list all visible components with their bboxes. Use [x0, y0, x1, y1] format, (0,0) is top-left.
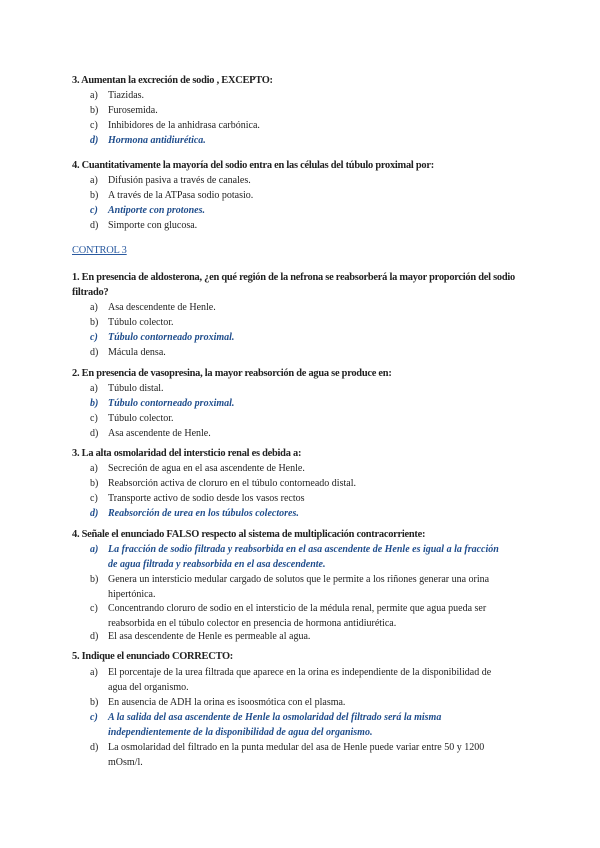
option-text: A través de la ATPasa sodio potasio.: [108, 190, 254, 201]
option-text: Túbulo contorneado proximal.: [108, 398, 235, 409]
option-text: Tiazidas.: [108, 90, 145, 101]
answer-option: [90, 461, 305, 476]
option-text: Inhibidores de la anhidrasa carbónica.: [108, 120, 260, 131]
option-letter: d): [90, 428, 99, 439]
option-text: Asa ascendente de Henle.: [108, 428, 211, 439]
option-text: Túbulo colector.: [108, 413, 174, 424]
option-letter: b): [90, 478, 99, 489]
option-text: La osmolaridad del filtrado en la punta medular del asa de Henle puede variar entre 50 y 1200 mOsm/l.: [108, 742, 485, 768]
answer-option: [90, 601, 510, 631]
option-letter: a): [90, 302, 98, 313]
option-text: Secreción de agua en el asa ascendente de Henle.: [108, 463, 305, 474]
correct-answer-option: [90, 710, 510, 740]
answer-option: [90, 188, 253, 203]
answer-option: [90, 491, 305, 506]
option-letter: d): [90, 347, 99, 358]
option-text: Concentrando cloruro de sodio en el intersticio de la médula renal, permite que agua pueda ser reabsorbida en el túbulo colector en presencia de hormona antidiurética.: [108, 603, 487, 629]
option-text: Asa descendente de Henle.: [108, 302, 216, 313]
option-letter: c): [90, 332, 98, 343]
question-title: 3. Aumentan la excreción de sodio , EXCEPTO:: [72, 75, 273, 86]
answer-option: [90, 695, 345, 710]
correct-answer-option: [90, 506, 299, 521]
answer-option: [90, 665, 510, 695]
option-text: El asa descendente de Henle es permeable al agua.: [108, 631, 311, 642]
answer-option: [90, 218, 197, 233]
question-title: 3. La alta osmolaridad del intersticio renal es debida a:: [72, 448, 302, 459]
option-letter: a): [90, 667, 98, 678]
option-text: En ausencia de ADH la orina es isoosmótica con el plasma.: [108, 697, 346, 708]
option-letter: a): [90, 383, 98, 394]
option-text: Antiporte con protones.: [108, 205, 205, 216]
option-letter: b): [90, 697, 99, 708]
question-title: 1. En presencia de aldosterona, ¿en qué región de la nefrona se reabsorberá la mayor proporción del sodio filtrado?: [72, 272, 515, 298]
option-letter: a): [90, 90, 98, 101]
option-letter: b): [90, 574, 99, 585]
option-text: Genera un intersticio medular cargado de solutos que le permite a los riñones generar una orina hipertónica.: [108, 574, 490, 600]
option-text: Túbulo contorneado proximal.: [108, 332, 235, 343]
option-letter: c): [90, 205, 98, 216]
correct-answer-option: [90, 330, 234, 345]
answer-option: [90, 381, 164, 396]
option-letter: d): [90, 220, 99, 231]
option-text: La fracción de sodio filtrada y reabsorbida en el asa ascendente de Henle es igual a la fracción de agua filtrada y reabsorbida en el asa descendente.: [108, 544, 499, 570]
option-text: Reabsorción de urea en los túbulos colectores.: [108, 508, 299, 519]
option-text: A la salida del asa ascendente de Henle la osmolaridad del filtrado será la misma independientemente de la disponibilidad de agua del organismo.: [108, 712, 442, 738]
option-letter: c): [90, 120, 98, 131]
option-letter: c): [90, 603, 98, 614]
answer-option: [90, 103, 158, 118]
answer-option: [90, 300, 216, 315]
option-letter: a): [90, 175, 98, 186]
option-text: Difusión pasiva a través de canales.: [108, 175, 251, 186]
correct-answer-option: [90, 396, 234, 411]
answer-option: [90, 345, 166, 360]
option-letter: b): [90, 190, 99, 201]
option-text: Reabsorción activa de cloruro en el túbulo contorneado distal.: [108, 478, 356, 489]
option-letter: a): [90, 463, 98, 474]
answer-option: [90, 740, 510, 770]
question-title: 5. Indique el enunciado CORRECTO:: [72, 651, 234, 662]
option-text: Túbulo colector.: [108, 317, 174, 328]
option-letter: a): [90, 544, 99, 555]
option-letter: d): [90, 508, 99, 519]
answer-option: [90, 88, 144, 103]
correct-answer-option: [90, 203, 205, 218]
option-letter: c): [90, 712, 98, 723]
option-letter: d): [90, 631, 99, 642]
option-text: Túbulo distal.: [108, 383, 164, 394]
answer-option: [90, 629, 310, 644]
option-letter: c): [90, 493, 98, 504]
option-text: Simporte con glucosa.: [108, 220, 198, 231]
answer-option: [90, 173, 251, 188]
correct-answer-option: [90, 542, 510, 572]
answer-option: [90, 315, 174, 330]
option-letter: b): [90, 317, 99, 328]
option-letter: d): [90, 742, 99, 753]
option-text: Transporte activo de sodio desde los vasos rectos: [108, 493, 305, 504]
option-text: Mácula densa.: [108, 347, 166, 358]
question-title: 4. Cuantitativamente la mayoría del sodio entra en las células del túbulo proximal por:: [72, 160, 434, 171]
answer-option: [90, 476, 356, 491]
option-text: El porcentaje de la urea filtrada que aparece en la orina es independiente de la disponibilidad de agua del organismo.: [108, 667, 492, 693]
section-heading: CONTROL 3: [72, 245, 127, 256]
answer-option: [90, 118, 260, 133]
correct-answer-option: [90, 133, 206, 148]
option-letter: d): [90, 135, 99, 146]
question-title: 4. Señale el enunciado FALSO respecto al sistema de multiplicación contracorriente:: [72, 529, 426, 540]
question-title: 2. En presencia de vasopresina, la mayor reabsorción de agua se produce en:: [72, 368, 392, 379]
option-letter: b): [90, 105, 99, 116]
answer-option: [90, 426, 211, 441]
answer-option: [90, 411, 174, 426]
option-text: Furosemida.: [108, 105, 158, 116]
option-letter: c): [90, 413, 98, 424]
option-text: Hormona antidiurética.: [108, 135, 206, 146]
answer-option: [90, 572, 510, 602]
option-letter: b): [90, 398, 99, 409]
